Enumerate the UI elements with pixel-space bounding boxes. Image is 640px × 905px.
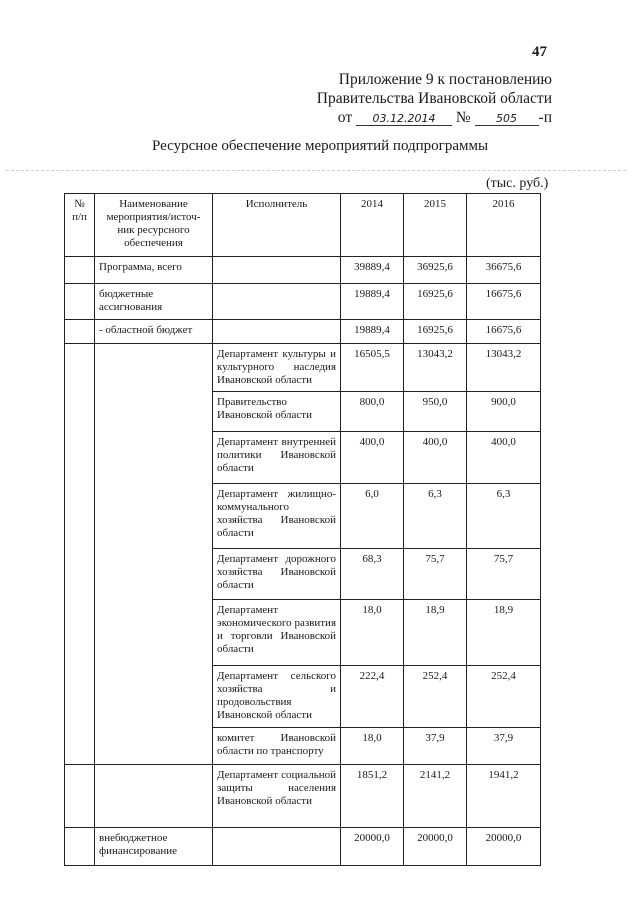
cell-name-merged xyxy=(95,344,213,765)
number-suffix: -п xyxy=(538,109,552,126)
cell-2016: 36675,6 xyxy=(467,257,541,284)
cell-executor: Департамент дорожного хозяйства Ивановской области xyxy=(213,549,341,600)
units-label: (тыс. руб.) xyxy=(486,176,549,191)
cell-2016: 75,7 xyxy=(467,549,541,600)
cell-executor: Департамент экономического развития и торговли Ивановской области xyxy=(213,600,341,666)
table-row xyxy=(65,284,541,320)
cell-executor: Департамент социальной защиты населения Ивановской области xyxy=(213,765,341,828)
executor-row xyxy=(65,765,541,828)
cell-2014: 18,0 xyxy=(341,728,404,765)
number-label: № xyxy=(455,109,471,126)
cell-executor: Департамент культуры и культурного наследия Ивановской области xyxy=(213,344,341,392)
cell-no xyxy=(65,765,95,828)
cell-2015: 252,4 xyxy=(404,666,467,728)
cell-2015: 16925,6 xyxy=(404,320,467,344)
table-row xyxy=(65,320,541,344)
cell-2015: 36925,6 xyxy=(404,257,467,284)
cell-2014: 18,0 xyxy=(341,600,404,666)
appendix-line-1: Приложение 9 к постановлению xyxy=(338,71,552,88)
cell-no xyxy=(65,257,95,284)
cell-2015: 20000,0 xyxy=(404,828,467,866)
cell-2016: 13043,2 xyxy=(467,344,541,392)
appendix-line-2: Правительства Ивановской области xyxy=(316,90,552,107)
cell-2014: 6,0 xyxy=(341,484,404,549)
cell-no xyxy=(65,320,95,344)
cell-name: бюджетные ассигнования xyxy=(95,284,213,320)
cell-2016: 900,0 xyxy=(467,392,541,432)
cell-2014: 16505,5 xyxy=(341,344,404,392)
cell-2015: 16925,6 xyxy=(404,284,467,320)
cell-2015: 37,9 xyxy=(404,728,467,765)
cell-2016: 16675,6 xyxy=(467,320,541,344)
cell-name: внебюджетное финансирование xyxy=(95,828,213,866)
cell-name: Программа, всего xyxy=(95,257,213,284)
document-title: Ресурсное обеспечение мероприятий подпрограммы xyxy=(151,138,489,154)
cell-2015: 13043,2 xyxy=(404,344,467,392)
cell-executor xyxy=(213,257,341,284)
cell-2014: 19889,4 xyxy=(341,320,404,344)
header-no: № п/п xyxy=(65,194,95,257)
header-executor: Исполнитель xyxy=(213,194,341,257)
cell-executor: Департамент сельского хозяйства и продовольствия Ивановской области xyxy=(213,666,341,728)
cell-executor: Правительство Ивановской области xyxy=(213,392,341,432)
cell-2016: 37,9 xyxy=(467,728,541,765)
cell-2016: 1941,2 xyxy=(467,765,541,828)
cell-2015: 400,0 xyxy=(404,432,467,484)
cell-2016: 6,3 xyxy=(467,484,541,549)
cell-executor xyxy=(213,828,341,866)
cell-2015: 18,9 xyxy=(404,600,467,666)
page-number: 47 xyxy=(532,44,547,60)
cell-2014: 800,0 xyxy=(341,392,404,432)
table-row xyxy=(65,257,541,284)
cell-2014: 39889,4 xyxy=(341,257,404,284)
cell-2016: 252,4 xyxy=(467,666,541,728)
cell-executor: Департамент жилищно-коммунального хозяйства Ивановской области xyxy=(213,484,341,549)
cell-2016: 16675,6 xyxy=(467,284,541,320)
appendix-header xyxy=(317,70,552,127)
cell-name: - областной бюджет xyxy=(95,320,213,344)
handwritten-number: 505 xyxy=(475,112,539,126)
cell-2014: 1851,2 xyxy=(341,765,404,828)
table-row xyxy=(65,828,541,866)
table-header-row xyxy=(65,194,541,257)
cell-2014: 68,3 xyxy=(341,549,404,600)
cell-2014: 400,0 xyxy=(341,432,404,484)
resource-table xyxy=(64,193,541,866)
cell-2016: 18,9 xyxy=(467,600,541,666)
cell-executor: Департамент внутренней политики Ивановской области xyxy=(213,432,341,484)
header-2015: 2015 xyxy=(404,194,467,257)
cell-executor: комитет Ивановской области по транспорту xyxy=(213,728,341,765)
cell-2016: 20000,0 xyxy=(467,828,541,866)
cell-executor xyxy=(213,320,341,344)
header-2014: 2014 xyxy=(341,194,404,257)
cell-executor xyxy=(213,284,341,320)
scan-artifact-line xyxy=(6,170,626,171)
executor-row xyxy=(65,344,541,392)
cell-name xyxy=(95,765,213,828)
cell-no-merged xyxy=(65,344,95,765)
cell-no xyxy=(65,828,95,866)
cell-2015: 950,0 xyxy=(404,392,467,432)
header-2016: 2016 xyxy=(467,194,541,257)
handwritten-date: 03.12.2014 xyxy=(356,112,452,126)
cell-2014: 19889,4 xyxy=(341,284,404,320)
cell-no xyxy=(65,284,95,320)
cell-2014: 20000,0 xyxy=(341,828,404,866)
appendix-line-3 xyxy=(317,108,552,127)
header-name: Наименование мероприятия/источ-ник ресурсного обеспечения xyxy=(95,194,213,257)
cell-2015: 2141,2 xyxy=(404,765,467,828)
cell-2015: 6,3 xyxy=(404,484,467,549)
cell-2016: 400,0 xyxy=(467,432,541,484)
cell-2015: 75,7 xyxy=(404,549,467,600)
from-label: от xyxy=(337,109,353,126)
cell-2014: 222,4 xyxy=(341,666,404,728)
